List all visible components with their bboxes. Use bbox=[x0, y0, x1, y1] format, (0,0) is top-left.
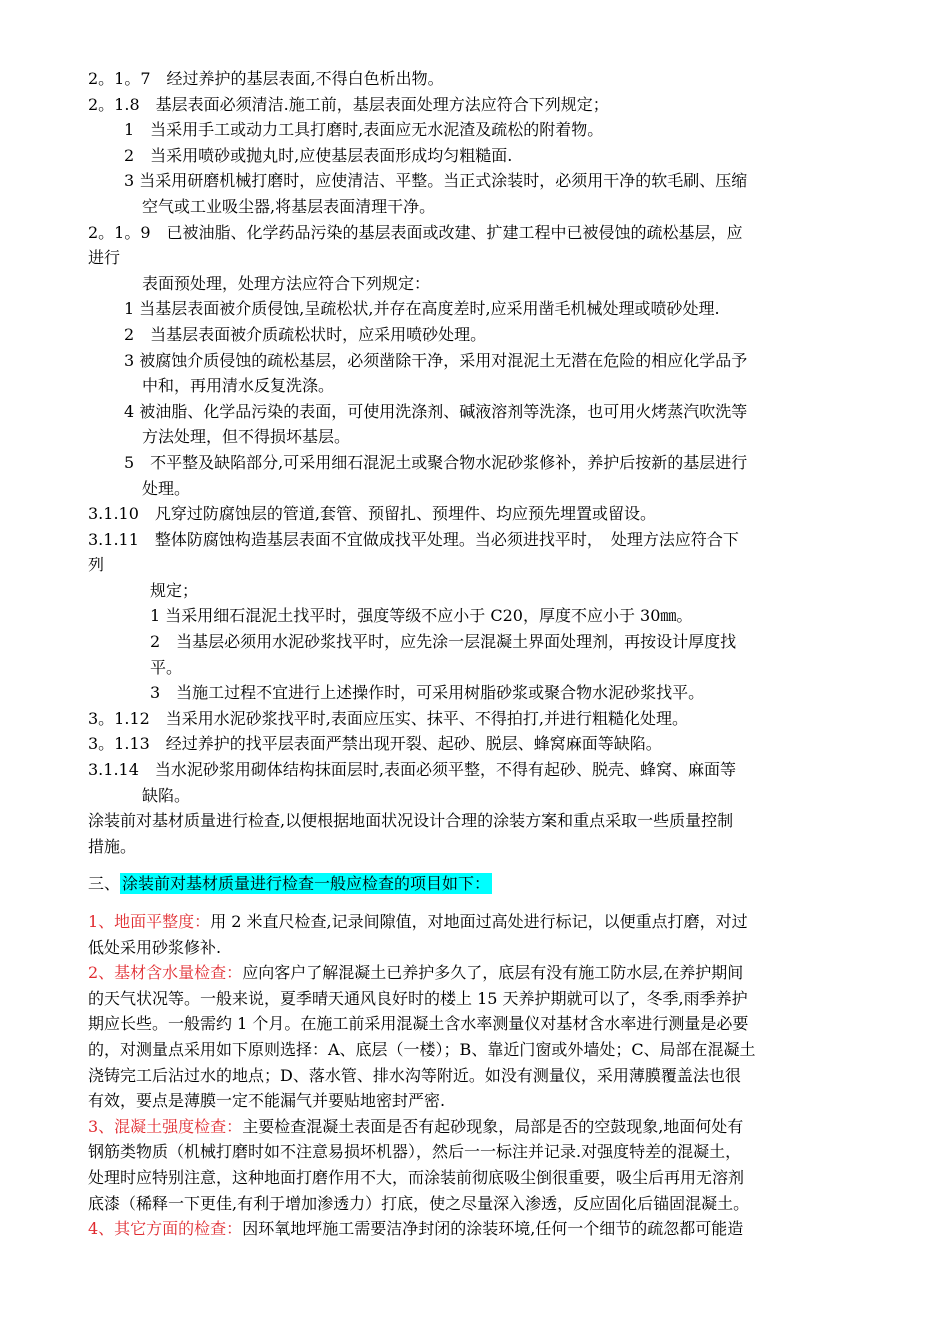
check-item-text: 低处采用砂浆修补. bbox=[88, 937, 222, 957]
list-item-continuation: 平。 bbox=[150, 657, 183, 677]
intro-paragraph: 涂装前对基材质量进行检查,以便根据地面状况设计合理的涂装方案和重点采取一些质量控制 bbox=[88, 811, 734, 831]
list-item: 1 当采用细石混泥土找平时，强度等级不应小于 C20，厚度不应小于 30㎜。 bbox=[150, 606, 693, 626]
list-item: 2 当采用喷砂或抛丸时,应使基层表面形成均匀粗糙面. bbox=[124, 145, 513, 165]
clause-3-1-11: 3.1.11 整体防腐蚀构造基层表面不宜做成找平处理。当必须进找平时， 处理方法应符合下 bbox=[88, 529, 739, 549]
clause-3-1-14: 3.1.14 当水泥砂浆用砌体结构抹面层时,表面必须平整，不得有起砂、脱壳、蜂窝、麻面等 bbox=[88, 760, 736, 780]
list-item: 1 当采用手工或动力工具打磨时,表面应无水泥渣及疏松的附着物。 bbox=[124, 120, 604, 140]
clause-2-1-9-continuation: 进行 bbox=[88, 248, 121, 268]
clause-2-1-9-continuation: 表面预处理，处理方法应符合下列规定： bbox=[142, 273, 431, 293]
list-item: 4 被油脂、化学品污染的表面，可使用洗涤剂、碱液溶剂等洗涤，也可用火烤蒸汽吹洗等 bbox=[124, 401, 748, 421]
clause-3-1-13: 3。1.13 经过养护的找平层表面严禁出现开裂、起砂、脱层、蜂窝麻面等缺陷。 bbox=[88, 734, 662, 754]
list-item: 2 当基层必须用水泥砂浆找平时，应先涂一层混凝土界面处理剂，再按设计厚度找 bbox=[150, 632, 737, 652]
check-item-moisture bbox=[88, 960, 878, 1114]
check-item-text: 底漆（稀释一下更佳,有利于增加渗透力）打底，使之尽量深入渗透，反应固化后锚固混凝土。 bbox=[88, 1193, 750, 1213]
check-item-other bbox=[88, 1216, 878, 1242]
check-item-title: 1、地面平整度： bbox=[88, 912, 211, 931]
clause-3-1-10: 3.1.10 凡穿过防腐蚀层的管道,套管、预留扎、预埋件、均应预先埋置或留设。 bbox=[88, 504, 656, 524]
list-item-continuation: 方法处理，但不得损坏基层。 bbox=[142, 427, 351, 447]
section-3-heading: 涂装前对基材质量进行检查一般应检查的项目如下： bbox=[122, 874, 491, 894]
list-item: 2 当基层表面被介质疏松状时，应采用喷砂处理。 bbox=[124, 324, 487, 344]
check-item-text: 主要检查混凝土表面是否有起砂现象，局部是否的空鼓现象,地面何处有 bbox=[242, 1116, 744, 1136]
clause-3-1-12: 3。1.12 当采用水泥砂浆找平时,表面应压实、抹平、不得拍打,并进行粗糙化处理。 bbox=[88, 708, 688, 728]
check-item-text: 处理时应特别注意，这种地面打磨作用不大，而涂装前彻底吸尘倒很重要，吸尘后再用无溶剂 bbox=[88, 1167, 745, 1187]
check-item-text: 期应长些。一般需约 1 个月。在施工前采用混凝土含水率测量仪对基材含水率进行测量是必要 bbox=[88, 1014, 749, 1034]
list-item-continuation: 中和，再用清水反复洗涤。 bbox=[142, 376, 335, 396]
check-item-text: 浇铸完工后沾过水的地点；D、落水管、排水沟等附近。如没有测量仪，采用薄膜覆盖法也很 bbox=[88, 1065, 741, 1085]
clause-3-1-14-continuation: 缺陷。 bbox=[142, 785, 191, 805]
check-item-text: 用 2 米直尺检查,记录间隙值，对地面过高处进行标记，以便重点打磨，对过 bbox=[210, 912, 748, 931]
check-item-text: 有效，要点是薄膜一定不能漏气并要贴地密封严密. bbox=[88, 1091, 446, 1111]
check-item-title: 2、基材含水量检查： bbox=[88, 963, 243, 983]
check-item-text: 的，对测量点采用如下原则选择：A、底层（一楼）；B、靠近门窗或外墙处；C、局部在混凝土 bbox=[88, 1039, 756, 1059]
check-item-title: 3、混凝土强度检查： bbox=[88, 1116, 243, 1136]
section-3-heading-line bbox=[88, 871, 878, 897]
clause-3-1-11-continuation: 规定； bbox=[150, 580, 199, 600]
check-item-title: 4、其它方面的检查： bbox=[88, 1219, 243, 1239]
section-3-prefix: 三、 bbox=[88, 874, 121, 894]
list-item: 3 当施工过程不宜进行上述操作时，可采用树脂砂浆或聚合物水泥砂浆找平。 bbox=[150, 683, 705, 703]
list-item: 1 当基层表面被介质侵蚀,呈疏松状,并存在高度差时,应采用凿毛机械处理或喷砂处理. bbox=[124, 299, 720, 319]
check-item-text: 的天气状况等。一般来说，夏季晴天通风良好时的楼上 15 天养护期就可以了，冬季,雨季养护 bbox=[88, 988, 748, 1008]
list-item: 5 不平整及缺陷部分,可采用细石混泥土或聚合物水泥砂浆修补，养护后按新的基层进行 bbox=[124, 452, 748, 472]
clause-2-1-8: 2。1.8 基层表面必须清洁.施工前，基层表面处理方法应符合下列规定； bbox=[88, 94, 609, 114]
list-item-continuation: 处理。 bbox=[142, 478, 191, 498]
clause-2-1-9: 2。1。9 已被油脂、化学药品污染的基层表面或改建、扩建工程中已被侵蚀的疏松基层，应 bbox=[88, 222, 743, 242]
document-page bbox=[88, 66, 878, 1242]
list-item-continuation: 空气或工业吸尘器,将基层表面清理干净。 bbox=[142, 196, 436, 216]
list-item: 3 被腐蚀介质侵蚀的疏松基层，必须凿除干净，采用对混泥土无潜在危险的相应化学品予 bbox=[124, 350, 748, 370]
check-item-text: 钢筋类物质（机械打磨时如不注意易损坏机器），然后一一标注并记录.对强度特差的混凝土， bbox=[88, 1142, 742, 1162]
intro-paragraph-continuation: 措施。 bbox=[88, 836, 137, 856]
list-item: 3 当采用研磨机械打磨时，应使清洁、平整。当正式涂装时，必须用干净的软毛刷、压缩 bbox=[124, 171, 748, 191]
check-item-text: 因环氧地坪施工需要洁净封闭的涂装环境,任何一个细节的疏忽都可能造 bbox=[242, 1219, 744, 1239]
clause-2-1-7: 2。1。7 经过养护的基层表面,不得白色析出物。 bbox=[88, 69, 444, 88]
check-item-text: 应向客户了解混凝土已养护多久了，底层有没有施工防水层,在养护期间 bbox=[242, 963, 744, 983]
clause-3-1-11-continuation: 列 bbox=[88, 555, 105, 575]
check-item-flatness bbox=[88, 909, 878, 960]
check-item-strength bbox=[88, 1114, 878, 1216]
